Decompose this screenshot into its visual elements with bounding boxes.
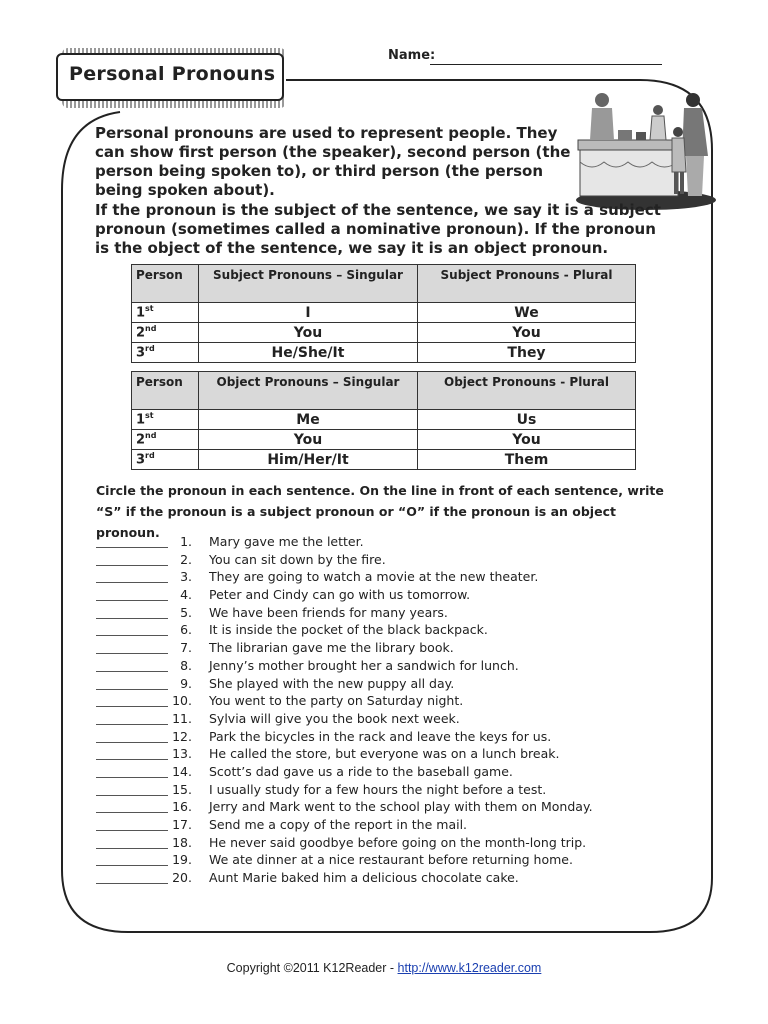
sentence-text: We have been friends for many years.	[209, 604, 448, 620]
sentence-number: 14.	[172, 763, 192, 779]
answer-blank[interactable]	[96, 565, 168, 566]
person-cell: 2nd	[132, 430, 199, 450]
sentence-text: You went to the party on Saturday night.	[209, 693, 464, 709]
table-header-row	[132, 372, 636, 410]
sentence-number: 13.	[172, 746, 192, 762]
sentence-text: Peter and Cindy can go with us tomorrow.	[209, 587, 471, 603]
header-singular: Subject Pronouns – Singular	[199, 265, 418, 303]
sentence-number: 11.	[172, 710, 192, 726]
answer-blank[interactable]	[96, 830, 168, 831]
sentence-text: He never said goodbye before going on the month-long trip.	[209, 834, 587, 850]
answer-blank[interactable]	[96, 671, 168, 672]
table-header-row	[132, 265, 636, 303]
sentence-number: 18.	[172, 834, 192, 850]
plural-cell: Us	[418, 410, 636, 430]
answer-blank[interactable]	[96, 689, 168, 690]
answer-blank[interactable]	[96, 812, 168, 813]
sentence-text: We ate dinner at a nice restaurant before returning home.	[209, 852, 573, 868]
singular-cell: Me	[199, 410, 418, 430]
header-singular: Object Pronouns – Singular	[199, 372, 418, 410]
copyright-text: Copyright ©2011 K12Reader -	[226, 961, 398, 975]
sentence-text: Scott’s dad gave us a ride to the baseball game.	[209, 763, 513, 779]
answer-blank[interactable]	[96, 759, 168, 760]
plural-cell: You	[418, 430, 636, 450]
header-person: Person	[132, 372, 199, 410]
sentence-text: Sylvia will give you the book next week.	[209, 710, 460, 726]
sentence-text: Aunt Marie baked him a delicious chocolate cake.	[209, 870, 519, 886]
singular-cell: I	[199, 303, 418, 323]
sentence-number: 4.	[180, 587, 192, 603]
answer-blank[interactable]	[96, 742, 168, 743]
sentence-number: 3.	[180, 569, 192, 585]
person-cell: 2nd	[132, 323, 199, 343]
name-field-line[interactable]	[430, 64, 662, 65]
answer-blank[interactable]	[96, 618, 168, 619]
answer-blank[interactable]	[96, 795, 168, 796]
page-title: Personal Pronouns	[69, 63, 276, 85]
sentence-text: He called the store, but everyone was on a lunch break.	[209, 746, 560, 762]
table-row	[132, 410, 636, 430]
answer-blank[interactable]	[96, 635, 168, 636]
answer-blank[interactable]	[96, 724, 168, 725]
table-row	[132, 430, 636, 450]
sentence-number: 17.	[172, 817, 192, 832]
plural-cell: You	[418, 323, 636, 343]
sentence-number: 19.	[172, 852, 192, 868]
plural-cell: We	[418, 303, 636, 323]
object-pronoun-table	[131, 371, 636, 470]
answer-blank[interactable]	[96, 600, 168, 601]
sentence-number: 12.	[172, 728, 192, 744]
rule-paragraph: If the pronoun is the subject of the sentence, we say it is a subject pronoun (sometimes called a nominative pronoun). If the pronoun is the object of the sentence, we say it is an object pronoun.	[95, 201, 661, 257]
sentence-number: 2.	[180, 551, 192, 567]
singular-cell: You	[199, 430, 418, 450]
sentence-number: 20.	[172, 870, 192, 886]
name-label: Name:	[388, 48, 436, 63]
singular-cell: He/She/It	[199, 343, 418, 363]
sentence-text: The librarian gave me the library book.	[209, 640, 454, 656]
header-person: Person	[132, 265, 199, 303]
plural-cell: They	[418, 343, 636, 363]
sentence-number: 5.	[180, 604, 192, 620]
instructions: Circle the pronoun in each sentence. On the line in front of each sentence, write “S” if the pronoun is a subject pronoun or “O” if the pronoun is an object pronoun.	[96, 483, 664, 540]
sentence-text: Send me a copy of the report in the mail.	[209, 817, 468, 832]
table-row	[132, 323, 636, 343]
sentence-text: You can sit down by the fire.	[209, 551, 386, 567]
sentence-text: They are going to watch a movie at the new theater.	[209, 569, 539, 585]
table-row	[132, 450, 636, 470]
table-row	[132, 303, 636, 323]
answer-blank[interactable]	[96, 706, 168, 707]
answer-blank[interactable]	[96, 653, 168, 654]
family-illustration	[574, 92, 716, 212]
sentence-number: 8.	[180, 657, 192, 673]
answer-blank[interactable]	[96, 777, 168, 778]
plural-cell: Them	[418, 450, 636, 470]
answer-blank[interactable]	[96, 547, 168, 548]
sentence-number: 6.	[180, 622, 192, 638]
sentence-number: 15.	[172, 781, 192, 797]
answer-blank[interactable]	[96, 582, 168, 583]
table-row	[132, 343, 636, 363]
subject-pronoun-table	[131, 264, 636, 363]
sentence-text: Park the bicycles in the rack and leave the keys for us.	[209, 728, 552, 744]
person-cell: 3rd	[132, 450, 199, 470]
sentence-text: Jenny’s mother brought her a sandwich for lunch.	[209, 657, 519, 673]
sentence-text: Mary gave me the letter.	[209, 534, 364, 549]
sentence-number: 9.	[180, 675, 192, 691]
sentence-text: She played with the new puppy all day.	[209, 675, 455, 691]
person-cell: 1st	[132, 303, 199, 323]
sentence-text: It is inside the pocket of the black backpack.	[209, 622, 488, 638]
sentence-number: 1.	[180, 534, 192, 549]
singular-cell: You	[199, 323, 418, 343]
intro-paragraph: Personal pronouns are used to represent people. They can show first person (the speaker), second person (the person being spoken to), or third person (the person being spoken about).	[95, 124, 571, 199]
answer-blank[interactable]	[96, 865, 168, 866]
header-plural: Subject Pronouns - Plural	[418, 265, 636, 303]
k12reader-link[interactable]: http://www.k12reader.com	[397, 961, 542, 975]
header-plural: Object Pronouns - Plural	[418, 372, 636, 410]
sentence-text: I usually study for a few hours the night before a test.	[209, 781, 547, 797]
sentence-number: 16.	[172, 799, 192, 815]
sentence-text: Jerry and Mark went to the school play with them on Monday.	[209, 799, 593, 815]
sentence-number: 10.	[172, 693, 192, 709]
footer	[0, 961, 768, 975]
answer-blank[interactable]	[96, 848, 168, 849]
answer-blank[interactable]	[96, 883, 168, 884]
person-cell: 1st	[132, 410, 199, 430]
sentence-number: 7.	[180, 640, 192, 656]
person-cell: 3rd	[132, 343, 199, 363]
singular-cell: Him/Her/It	[199, 450, 418, 470]
